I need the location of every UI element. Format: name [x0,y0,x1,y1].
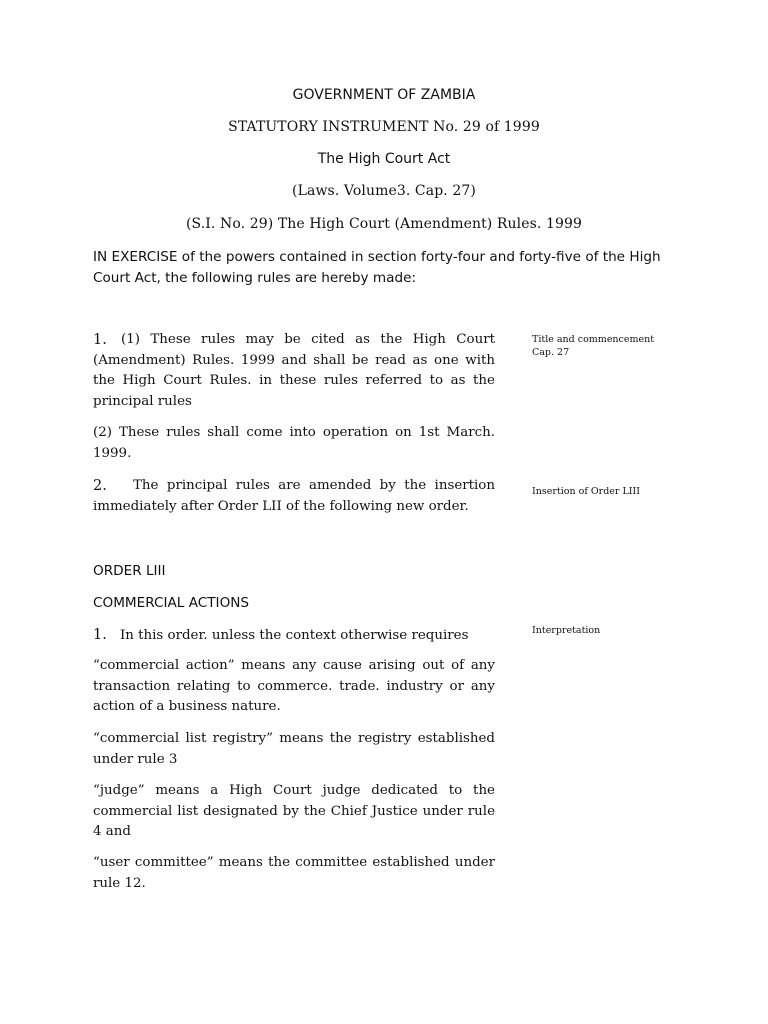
act-title: The High Court Act [317,151,451,167]
rule-1-para-1 [93,330,495,412]
definition-judge: “judge” means a High Court judge dedicated to the commercial list designated by the Chief Justice under rule 4 and [93,783,495,839]
rule-2 [93,476,495,517]
rule-1-para-2: (2) These rules shall come into operation on 1st March. 1999. [93,425,495,461]
rule-1-para-1-text: (1) These rules may be cited as the High Court (Amendment) Rules. 1999 and shall be read as one with the High Court Rules. in these rules referred to as the principal rules [93,332,495,409]
rule-1-number: 1. [93,332,107,348]
margin-note-cap: Cap. 27 [532,347,570,358]
rule-2-para [93,476,495,517]
government-heading: GOVERNMENT OF ZAMBIA [292,87,476,103]
order-heading: ORDER LIII [93,563,166,579]
rule-2-text: The principal rules are amended by the insertion immediately after Order LII of the following new order. [93,478,495,514]
laws-reference: (Laws. Volume3. Cap. 27) [292,183,476,199]
definition-commercial-list-registry: “commercial list registry” means the registry established under rule 3 [93,731,495,767]
rule-2-number: 2. [93,478,107,494]
interpretation-number: 1. [93,627,107,643]
instrument-heading: STATUTORY INSTRUMENT No. 29 of 1999 [228,119,540,135]
margin-note-interpretation: Interpretation [532,625,601,636]
margin-note-title-text: Title and commencement [532,334,655,345]
si-title: (S.I. No. 29) The High Court (Amendment) Rules. 1999 [185,216,583,232]
interpretation-intro: In this order. unless the context otherwise requires [119,628,469,643]
rule-1 [93,330,495,412]
order-subheading: COMMERCIAL ACTIONS [93,595,250,611]
definition-user-committee: “user committee” means the committee established under rule 12. [93,855,495,891]
margin-note-title [532,333,732,359]
preamble: IN EXERCISE of the powers contained in section forty-four and forty-five of the High Court Act, the following rules are hereby made: [93,249,661,286]
interpretation-rule [93,624,495,647]
definition-commercial-action: “commercial action” means any cause arising out of any transaction relating to commerce. trade. industry or any action of a business nature. [93,658,495,714]
margin-note-insertion: Insertion of Order LIII [532,486,641,497]
